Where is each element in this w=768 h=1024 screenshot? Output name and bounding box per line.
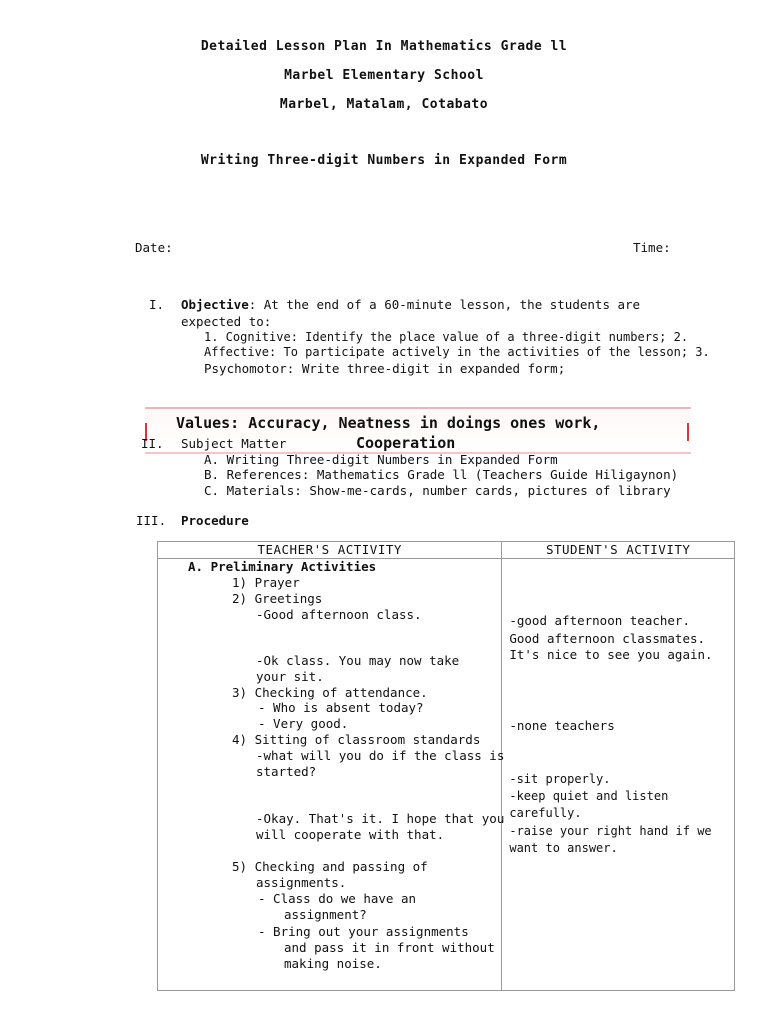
procedure-numeral: III. [136,513,167,528]
table-row [158,559,735,991]
student-line: want to answer. [509,841,618,855]
teacher-line: -what will you do if the class is [256,748,505,763]
procedure-label: Procedure [181,513,249,528]
teacher-line: -Ok class. You may now take [256,653,460,668]
teacher-line: -Good afternoon class. [256,607,422,622]
student-activity-header: STUDENT'S ACTIVITY [502,542,735,559]
school-address: Marbel, Matalam, Cotabato [279,97,489,112]
lesson-topic: Writing Three-digit Numbers in Expanded Form [200,153,568,168]
objective-numeral: I. [149,297,165,312]
teacher-line: 4) Sitting of classroom standards [232,732,481,747]
teacher-line: and pass it in front without [284,940,495,955]
student-line: Good afternoon classmates. [509,631,706,646]
objective-intro-cont: expected to: [181,314,272,329]
student-line: -sit properly. [509,772,611,786]
student-line: It's nice to see you again. [509,647,713,662]
table-header-row [158,542,735,559]
objective-intro: : At the end of a 60-minute lesson, the students are [248,297,641,312]
student-activity-cell [502,559,735,991]
objective-section [181,297,640,312]
objective-psychomotor: Psychomotor: Write three-digit in expanded form; [204,361,566,376]
objective-label: Objective [181,297,249,312]
teacher-line: 3) Checking of attendance. [232,685,428,700]
teacher-activity-cell [158,559,505,991]
values-box-right-mark [687,423,689,441]
subject-item-c: C. Materials: Show-me-cards, number cards, pictures of library [204,483,671,498]
teacher-line: your sit. [256,669,324,684]
subject-matter-label: Subject Matter [181,436,287,451]
teacher-line: -Okay. That's it. I hope that you [256,811,505,826]
teacher-line: 5) Checking and passing of [232,859,428,874]
preliminary-activities: A. Preliminary Activities [188,559,377,574]
teacher-line: - Class do we have an [258,891,417,906]
teacher-line: started? [256,764,317,779]
objective-affective: Affective: To participate actively in the activities of the lesson; 3. [204,345,710,359]
school-name: Marbel Elementary School [284,68,484,83]
values-line-2: Cooperation [356,434,456,452]
subject-item-a: A. Writing Three-digit Numbers in Expanded Form [204,452,558,467]
teacher-line: - Very good. [258,716,349,731]
document-title: Detailed Lesson Plan In Mathematics Grade ll [200,39,568,54]
teacher-line: 2) Greetings [232,591,323,606]
teacher-line: assignments. [256,875,347,890]
teacher-line: - Bring out your assignments [258,924,469,939]
student-line: -keep quiet and listen [509,789,669,803]
teacher-activity-header: TEACHER'S ACTIVITY [158,542,502,559]
values-line-1: Values: Accuracy, Neatness in doings ones work, [176,414,601,432]
student-line: -none teachers [509,718,615,733]
procedure-table [157,541,735,991]
teacher-line: 1) Prayer [232,575,300,590]
teacher-line: will cooperate with that. [256,827,445,842]
objective-cognitive: 1. Cognitive: Identify the place value of a three-digit numbers; 2. [204,330,689,344]
time-label: Time: [633,240,671,255]
teacher-line: - Who is absent today? [258,700,424,715]
teacher-line: making noise. [284,956,382,971]
student-line: carefully. [509,806,582,820]
subject-numeral: II. [141,436,164,451]
teacher-line: assignment? [284,907,367,922]
student-line: -raise your right hand if we [509,824,712,838]
subject-item-b: B. References: Mathematics Grade ll (Teachers Guide Hiligaynon) [204,467,679,482]
student-line: -good afternoon teacher. [509,613,690,628]
date-label: Date: [135,240,173,255]
